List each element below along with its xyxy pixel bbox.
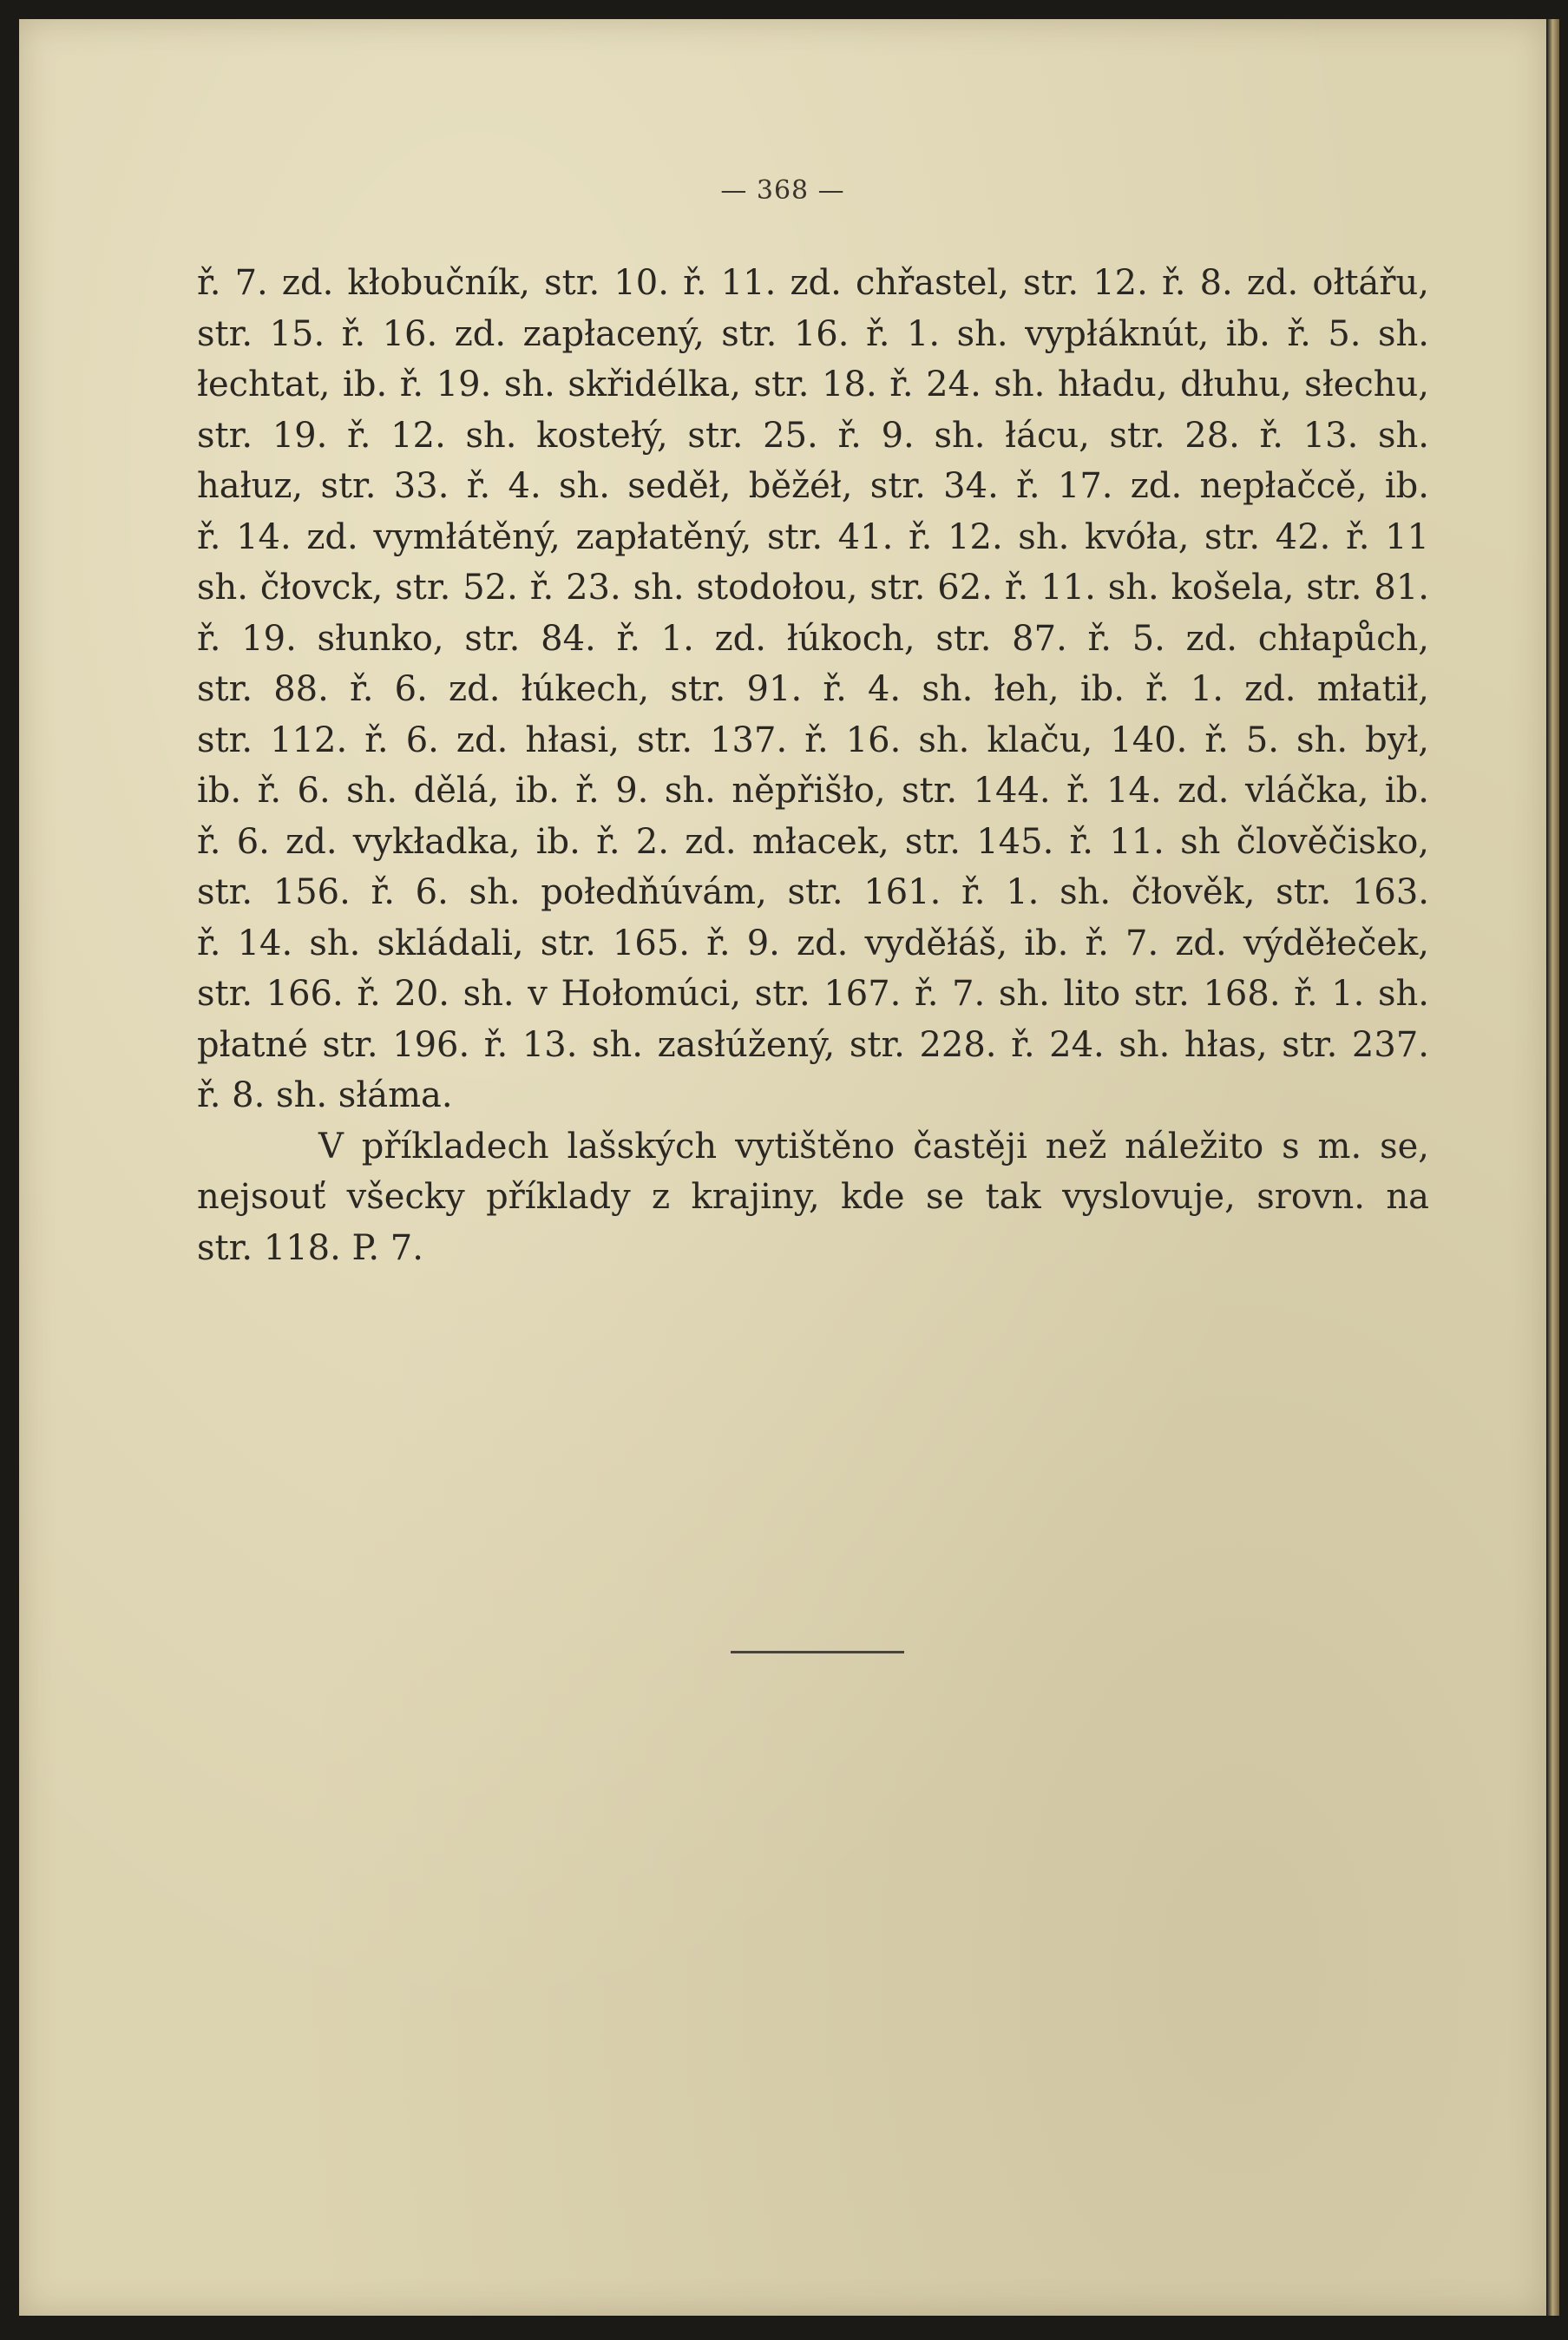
index-line: str. 88. ř. 6. zd. łúkech, str. 91. ř. 4. sh. łeh, ib. ř. 1. zd. młatił, bbox=[197, 669, 1429, 709]
book-page bbox=[19, 19, 1546, 2316]
index-line: ř. 7. zd. kłobučník, str. 10. ř. 11. zd. chřastel, str. 12. ř. 8. zd. ołtářu, bbox=[197, 263, 1429, 303]
index-line: ib. ř. 6. sh. dělá, ib. ř. 9. sh. něpřišło, str. 144. ř. 14. zd. vláčka, ib. bbox=[197, 771, 1429, 811]
index-line: str. 15. ř. 16. zd. zapłacený, str. 16. ř. 1. sh. vypłáknút, ib. ř. 5. sh. bbox=[197, 313, 1429, 354]
end-rule-divider bbox=[731, 1651, 904, 1653]
index-line: str. 156. ř. 6. sh. połedňúvám, str. 161. ř. 1. sh. čłověk, str. 163. bbox=[197, 872, 1429, 912]
index-line: ř. 14. zd. vymłátěný, zapłatěný, str. 41. ř. 12. sh. kvóła, str. 42. ř. 11 bbox=[197, 516, 1429, 557]
index-line: łechtat, ib. ř. 19. sh. skřidélka, str. 18. ř. 24. sh. hładu, dłuhu, słechu, bbox=[197, 365, 1429, 404]
index-line: ř. 6. zd. vykładka, ib. ř. 2. zd. młacek, str. 145. ř. 11. sh člověčisko, bbox=[197, 821, 1429, 862]
index-line: str. 112. ř. 6. zd. hłasi, str. 137. ř. 16. sh. klaču, 140. ř. 5. sh. był, bbox=[197, 720, 1429, 760]
index-line: str. 166. ř. 20. sh. v Hołomúci, str. 167. ř. 7. sh. lito str. 168. ř. 1. sh. bbox=[197, 974, 1429, 1014]
index-line: hałuz, str. 33. ř. 4. sh. seděł, běžéł, str. 34. ř. 17. zd. nepłačcě, ib. bbox=[197, 466, 1429, 506]
index-line: sh. čłovck, str. 52. ř. 23. sh. stodołou, str. 62. ř. 11. sh. košela, str. 81. bbox=[197, 568, 1429, 608]
page-number: — 368 — bbox=[720, 175, 845, 206]
note-line: V příkladech lašských vytištěno častěji než náležito s m. se, bbox=[318, 1126, 1429, 1167]
note-line: nejsouť všecky příklady z krajiny, kde se tak vyslovuje, srovn. na bbox=[197, 1177, 1429, 1217]
index-line: ř. 19. słunko, str. 84. ř. 1. zd. łúkoch, str. 87. ř. 5. zd. chłapůch, bbox=[197, 618, 1429, 659]
index-line: ř. 14. sh. skládali, str. 165. ř. 9. zd. vyděłáš, ib. ř. 7. zd. výděłeček, bbox=[197, 923, 1429, 963]
index-line: płatné str. 196. ř. 13. sh. zasłúžený, str. 228. ř. 24. sh. hłas, str. 237. bbox=[197, 1024, 1429, 1065]
text-body bbox=[197, 258, 1429, 1273]
note-line: str. 118. P. 7. bbox=[197, 1227, 423, 1268]
index-line: str. 19. ř. 12. sh. kostełý, str. 25. ř. 9. sh. łácu, str. 28. ř. 13. sh. bbox=[197, 415, 1429, 456]
page-edge bbox=[1547, 19, 1559, 2316]
index-line: ř. 8. sh. słáma. bbox=[197, 1075, 453, 1115]
